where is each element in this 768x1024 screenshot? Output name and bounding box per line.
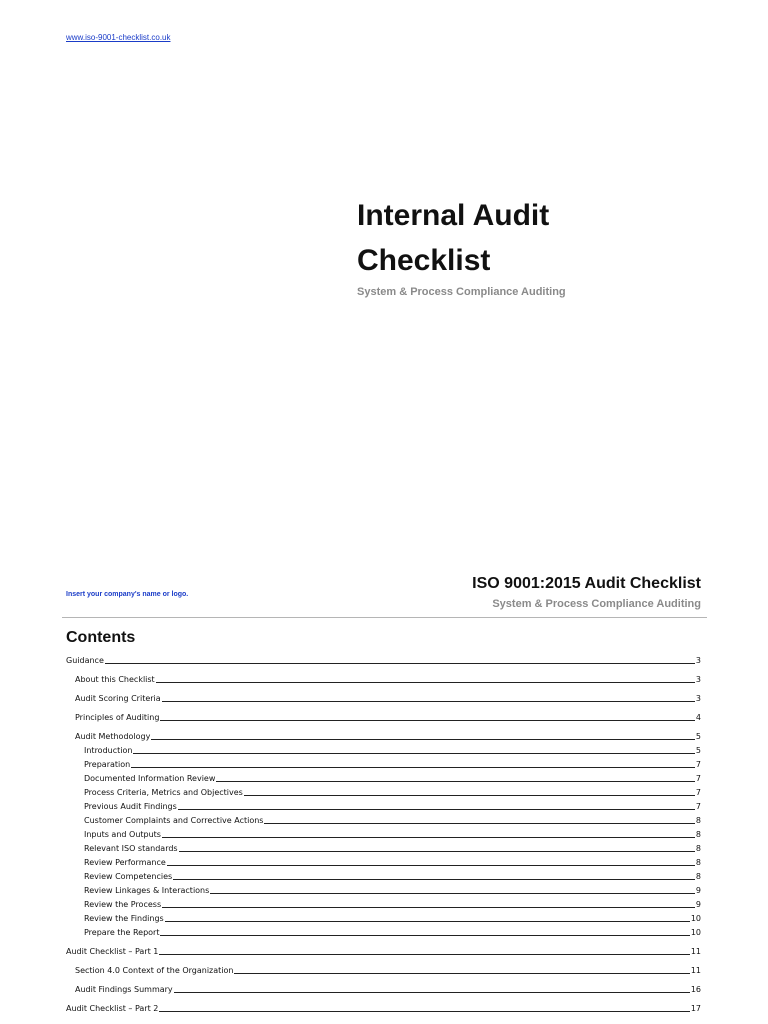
checklist-header-title: ISO 9001:2015 Audit Checklist [472,575,701,592]
toc-entry-label: Review Performance [84,858,166,867]
toc-entry-label: Preparation [84,760,131,769]
toc-entry-page: 16 [690,985,701,994]
toc-entry-page: 8 [695,816,701,825]
toc-entry-label: Principles of Auditing [75,713,160,722]
toc-leader-line [216,773,695,782]
toc-entry[interactable] [66,854,701,868]
toc-entry[interactable] [66,690,701,704]
toc-entry-label: Review the Findings [84,914,164,923]
toc-entry[interactable] [66,756,701,770]
toc-entry[interactable] [66,943,701,957]
toc-entry-page: 7 [695,788,701,797]
toc-entry[interactable] [66,868,701,882]
toc-leader-line [105,655,695,664]
toc-entry-page: 9 [695,900,701,909]
toc-entry-page: 17 [690,1004,701,1013]
toc-leader-line [162,829,695,838]
toc-entry-page: 9 [695,886,701,895]
toc-entry-label: Guidance [66,656,104,665]
toc-entry-label: Audit Scoring Criteria [75,694,161,703]
toc-leader-line [160,712,694,721]
toc-leader-line [151,731,695,740]
checklist-header-subtitle: System & Process Compliance Auditing [492,598,701,610]
toc-entry[interactable] [66,709,701,723]
toc-entry-page: 4 [695,713,701,722]
toc-entry-label: Audit Checklist – Part 1 [66,947,159,956]
toc-leader-line [234,965,689,974]
toc-entry[interactable] [66,896,701,910]
toc-entry-label: About this Checklist [75,675,155,684]
website-link[interactable]: www.iso-9001-checklist.co.uk [66,33,171,42]
toc-leader-line [178,801,695,810]
toc-entry-page: 3 [695,694,701,703]
toc-entry-page: 3 [695,675,701,684]
toc-leader-line [165,913,690,922]
toc-leader-line [210,885,695,894]
toc-leader-line [156,674,695,683]
toc-entry-page: 8 [695,830,701,839]
toc-leader-line [159,1003,689,1012]
toc-entry[interactable] [66,784,701,798]
toc-entry[interactable] [66,826,701,840]
toc-entry-page: 10 [690,914,701,923]
toc-entry-page: 7 [695,774,701,783]
toc-leader-line [162,693,695,702]
toc-entry[interactable] [66,728,701,742]
toc-entry[interactable] [66,652,701,666]
toc-entry-page: 11 [690,966,701,975]
toc-entry[interactable] [66,962,701,976]
header-divider [62,617,707,618]
toc-leader-line [131,759,695,768]
toc-entry-label: Customer Complaints and Corrective Actions [84,816,264,825]
toc-entry-page: 3 [695,656,701,665]
toc-entry[interactable] [66,1000,701,1014]
toc-leader-line [174,984,690,993]
toc-entry-page: 8 [695,858,701,867]
toc-entry-page: 8 [695,872,701,881]
toc-entry[interactable] [66,882,701,896]
toc-entry-page: 8 [695,844,701,853]
toc-entry-label: Review Competencies [84,872,173,881]
toc-entry-label: Relevant ISO standards [84,844,178,853]
toc-entry-label: Inputs and Outputs [84,830,161,839]
toc-leader-line [162,899,695,908]
toc-entry-label: Audit Methodology [75,732,151,741]
toc-leader-line [173,871,695,880]
toc-entry-label: Prepare the Report [84,928,160,937]
toc-entry-label: Review the Process [84,900,162,909]
contents-heading: Contents [66,629,136,646]
toc-entry-label: Audit Findings Summary [75,985,173,994]
toc-entry-label: Section 4.0 Context of the Organization [75,966,234,975]
document-subtitle: System & Process Compliance Auditing [357,286,566,298]
document-title [357,193,657,283]
document-title-line2: Checklist [357,244,491,277]
toc-entry[interactable] [66,742,701,756]
toc-leader-line [264,815,694,824]
toc-entry[interactable] [66,798,701,812]
toc-leader-line [160,927,689,936]
toc-entry-label: Audit Checklist – Part 2 [66,1004,159,1013]
toc-leader-line [179,843,695,852]
toc-entry-label: Previous Audit Findings [84,802,177,811]
toc-leader-line [133,745,694,754]
toc-entry[interactable] [66,671,701,685]
toc-leader-line [159,946,689,955]
toc-entry-page: 5 [695,746,701,755]
toc-entry[interactable] [66,770,701,784]
toc-leader-line [167,857,695,866]
toc-entry-label: Review Linkages & Interactions [84,886,210,895]
toc-entry-label: Introduction [84,746,133,755]
toc-entry[interactable] [66,840,701,854]
toc-entry-label: Documented Information Review [84,774,216,783]
toc-entry[interactable] [66,812,701,826]
table-of-contents [66,652,701,1014]
toc-leader-line [244,787,695,796]
toc-entry[interactable] [66,924,701,938]
toc-entry[interactable] [66,910,701,924]
toc-entry-page: 5 [695,732,701,741]
toc-entry-page: 7 [695,802,701,811]
company-logo-placeholder: Insert your company's name or logo. [66,591,189,598]
toc-entry-page: 7 [695,760,701,769]
toc-entry-label: Process Criteria, Metrics and Objectives [84,788,243,797]
toc-entry[interactable] [66,981,701,995]
toc-entry-page: 11 [690,947,701,956]
document-title-line1: Internal Audit [357,199,550,232]
toc-entry-page: 10 [690,928,701,937]
